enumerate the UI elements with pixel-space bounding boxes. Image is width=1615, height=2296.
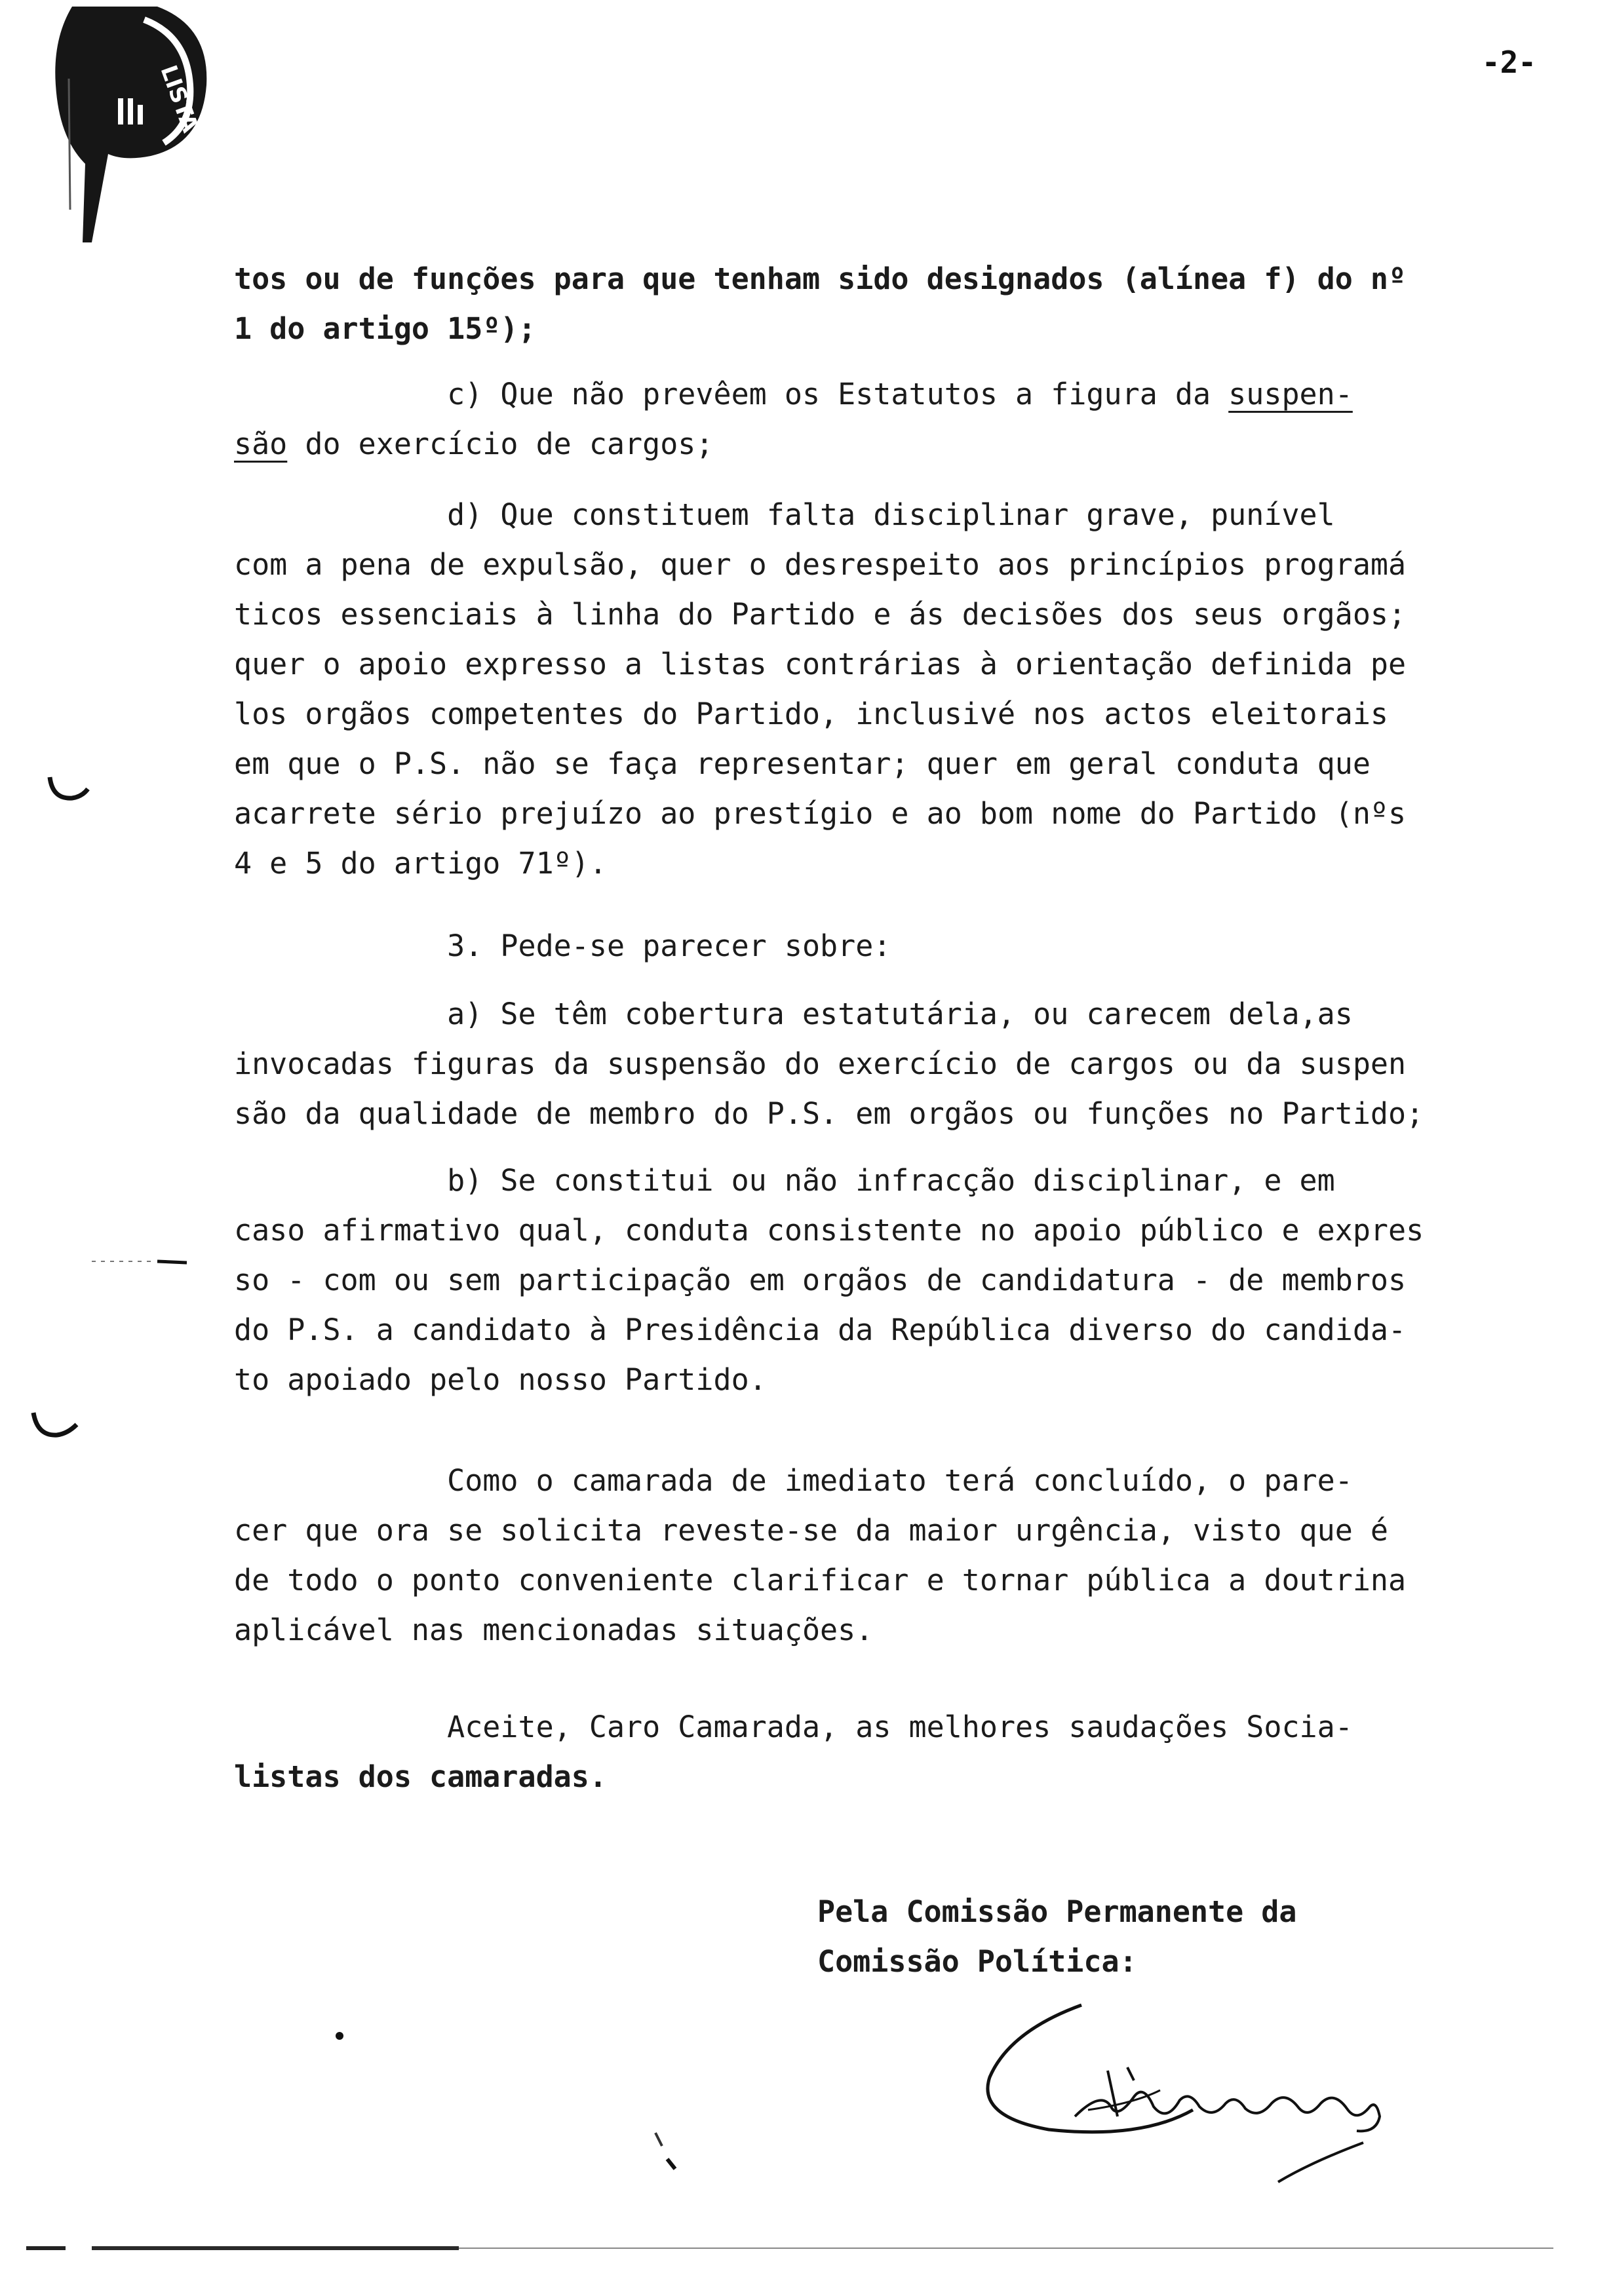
underlined-word: suspen- — [1228, 377, 1353, 411]
signatory-line: Comissão Política: — [817, 1944, 1137, 1979]
page-number: -2- — [1481, 45, 1536, 80]
text-line: em que o P.S. não se faça representar; quer em geral conduta que — [234, 746, 1371, 781]
underlined-word: são — [234, 427, 288, 461]
text-line — [234, 376, 1353, 413]
scan-bottom-edge — [26, 2246, 1553, 2250]
scan-dash-mark — [92, 1255, 190, 1268]
hole-punch-mark — [46, 773, 92, 806]
text-line: Como o camarada de imediato terá concluído, o pare- — [234, 1463, 1353, 1498]
text-line: são da qualidade de membro do P.S. em orgãos ou funções no Partido; — [234, 1096, 1424, 1131]
ink-dot — [333, 2029, 346, 2042]
ink-speck — [649, 2130, 688, 2182]
text-line: quer o apoio expresso a listas contrárias à orientação definida pe — [234, 647, 1407, 681]
svg-text:LISTA: LISTA — [155, 62, 204, 136]
text-line: a) Se têm cobertura estatutária, ou carecem dela,as — [234, 997, 1353, 1031]
text-span: do exercício de cargos; — [287, 427, 714, 461]
text-line: do P.S. a candidato à Presidência da República diverso do candida- — [234, 1312, 1407, 1347]
text-line — [234, 426, 714, 463]
handwritten-signature — [970, 1992, 1416, 2202]
text-line: cer que ora se solicita reveste-se da maior urgência, visto que é — [234, 1513, 1388, 1548]
text-line: tos ou de funções para que tenham sido designados (alínea f) do nº — [234, 261, 1407, 296]
text-line: aplicável nas mencionadas situações. — [234, 1613, 874, 1647]
scan-edge-line — [62, 79, 75, 210]
text-line: acarrete sério prejuízo ao prestígio e ao bom nome do Partido (nºs — [234, 796, 1407, 831]
text-line: Aceite, Caro Camarada, as melhores saudações Socia- — [234, 1710, 1353, 1744]
text-line: so - com ou sem participação em orgãos de candidatura - de membros — [234, 1263, 1407, 1297]
text-line: los orgãos competentes do Partido, inclusivé nos actos eleitorais — [234, 697, 1388, 731]
hole-punch-mark — [29, 1409, 82, 1442]
text-line: d) Que constituem falta disciplinar grave, punível — [234, 497, 1335, 532]
text-line: listas dos camaradas. — [234, 1759, 607, 1794]
text-line: to apoiado pelo nosso Partido. — [234, 1362, 767, 1397]
text-span: c) Que não prevêem os Estatutos a figura da — [234, 377, 1229, 411]
section-heading: 3. Pede-se parecer sobre: — [234, 928, 891, 963]
text-line: caso afirmativo qual, conduta consistente no apoio público e expres — [234, 1213, 1424, 1248]
text-line: com a pena de expulsão, quer o desrespeito aos princípios programá — [234, 547, 1407, 582]
text-line: de todo o ponto conveniente clarificar e tornar pública a doutrina — [234, 1563, 1407, 1598]
text-line: 4 e 5 do artigo 71º). — [234, 846, 607, 881]
text-line: invocadas figuras da suspensão do exercício de cargos ou da suspen — [234, 1046, 1407, 1081]
text-line: b) Se constitui ou não infracção disciplinar, e em — [234, 1163, 1335, 1198]
text-line: 1 do artigo 15º); — [234, 311, 536, 346]
signatory-line: Pela Comissão Permanente da — [817, 1894, 1297, 1929]
text-line: ticos essenciais à linha do Partido e ás decisões dos seus orgãos; — [234, 597, 1407, 632]
